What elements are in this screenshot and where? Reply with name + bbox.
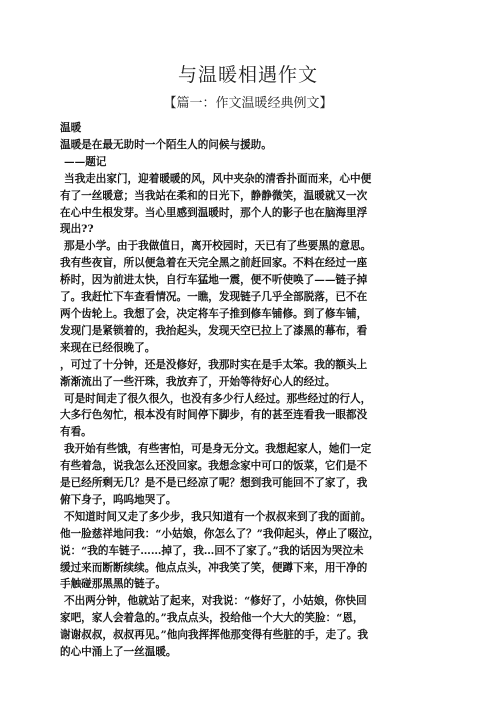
body-line: 是已经所剩无几？是不是已经凉了呢？想到我可能回不了家了，我 [60, 477, 368, 490]
body-line: 有看。 [60, 426, 92, 439]
document-subtitle: 【篇一：作文温暖经典例文】 [163, 96, 333, 111]
body-line: 来现在已经很晚了。 [60, 341, 156, 354]
body-line: 缓过来而断断续续。他点点头，冲我笑了笑，便蹲下来，用干净的 [60, 561, 368, 574]
body-line: 他一脸慈祥地问我：“小姑娘，你怎么了？”我仰起头，停止了啜泣， [60, 527, 380, 540]
body-line: 桥时，因为前进太快，自行车猛地一震，便不听使唤了——链子掉 [60, 274, 368, 287]
body-line: 发现门是紧锁着的，我抬起头，发现天空已拉上了漆黑的幕布，看 [60, 324, 368, 337]
body-line: 大多行色匆忙，根本没有时间停下脚步，有的甚至连看我一眼都没 [60, 409, 368, 422]
document-body [60, 120, 442, 661]
body-line: 手触碰那黑黑的链子。 [60, 578, 166, 591]
body-line: 的心中涌上了一丝温暖。 [60, 646, 177, 659]
body-line: 不出两分钟，他就站了起来，对我说：“修好了，小姑娘，你快回 [64, 595, 367, 608]
body-line: 在心中生根发芽。当心里感到温暖时，那个人的影子也在脑海里浮 [60, 206, 368, 219]
body-line: 温暖是在最无助时一个陌生人的问候与援助。 [60, 138, 272, 151]
body-line: 家吧，家人会着急的。”我点点头，投给他一个大大的笑脸：“恩， [60, 612, 364, 625]
document-title: 与温暖相遇作文 [177, 64, 318, 86]
body-line: 俯下身子，呜呜地哭了。 [60, 493, 177, 506]
body-line: 温暖 [60, 122, 82, 134]
body-line: 两个齿轮上。我想了会，决定将车子推到修车铺修。到了修车铺， [60, 307, 368, 320]
body-line: 那是小学。由于我做值日，离开校园时，天已有了些要黑的意思。 [64, 240, 372, 253]
body-line: 渐渐流出了一些汗珠，我放弃了，开始等待好心人的经过。 [60, 375, 336, 388]
body-line: 可是时间走了很久很久，也没有多少行人经过。那些经过的行人， [64, 392, 372, 405]
body-line: 我有些夜盲，所以便急着在天完全黑之前赶回家。不料在经过一座 [60, 257, 368, 270]
body-line: 现出?? [60, 223, 94, 236]
body-line: 了。我赶忙下车查看情况。一瞧，发现链子几乎全部脱落，已不在 [60, 291, 368, 304]
body-line: 我开始有些饿，有些害怕，可是身无分文。我想起家人，她们一定 [64, 443, 372, 456]
body-line: 谢谢叔叔，叔叔再见。”他向我挥挥他那变得有些脏的手，走了。我 [60, 629, 369, 642]
body-line: 当我走出家门，迎着暖暖的风，风中夹杂的清香扑面而来，心中便 [64, 172, 372, 185]
body-line: ——题记 [64, 155, 107, 168]
body-line: 不知道时间又走了多少步，我只知道有一个叔叔来到了我的面前。 [64, 510, 372, 523]
body-line: 有些着急，说我怎么还没回家。我想念家中可口的饭菜，它们是不 [60, 460, 368, 473]
body-line: 说：“我的车链子……掉了，我…回不了家了。”我的话因为哭泣未 [60, 544, 364, 557]
body-line: 有了一丝暖意；当我站在柔和的日光下，静静微笑，温暖就又一次 [60, 189, 368, 202]
body-line: ，可过了十分钟，还是没修好，我那时实在是手太笨。我的额头上 [60, 358, 368, 371]
